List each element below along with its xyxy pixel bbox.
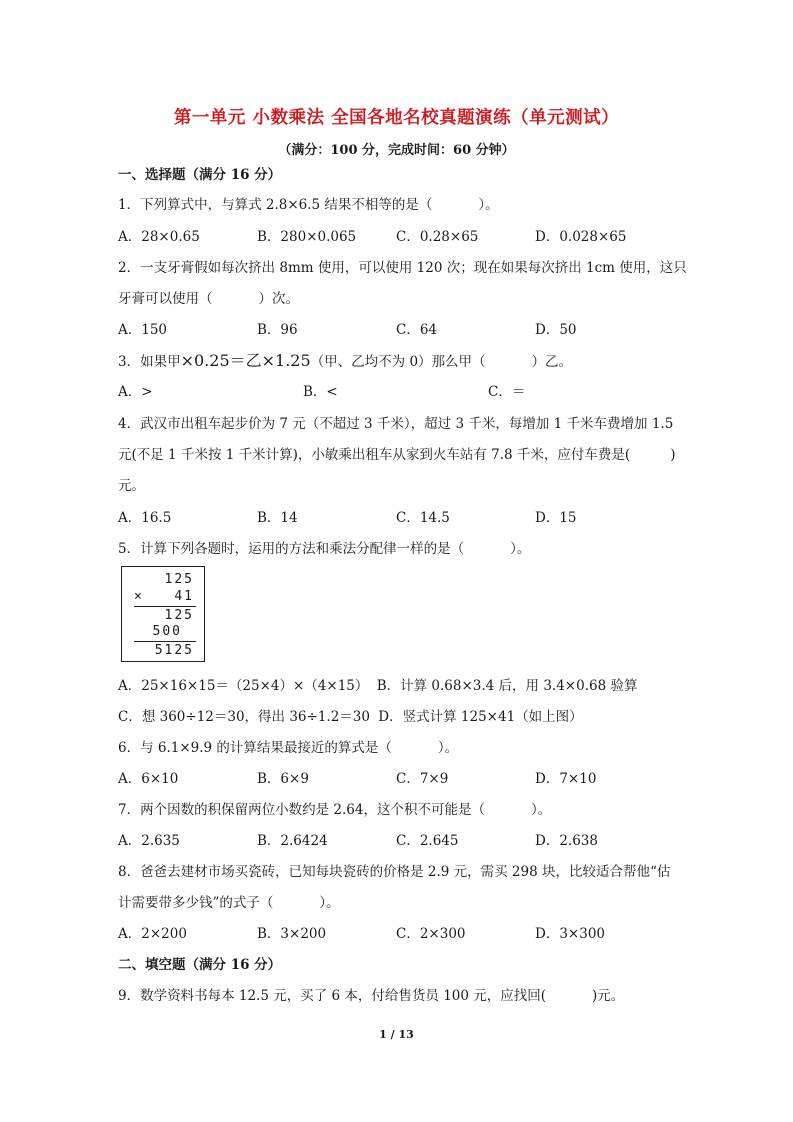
question-9-text-end: )元。 bbox=[592, 988, 625, 1004]
option-a: A．2.635 bbox=[118, 833, 180, 849]
question-4-text-end: ) bbox=[670, 447, 676, 463]
option-d: D．15 bbox=[535, 510, 577, 526]
vertical-multiplication-figure bbox=[121, 566, 205, 662]
section-heading-choice: 一、选择题（满分 16 分） bbox=[118, 167, 282, 183]
question-2-line-1: 2．一支牙膏假如每次挤出 8mm 使用，可以使用 120 次；现在如果每次挤出 1cm 使用，这只 bbox=[118, 260, 687, 276]
question-5-options-cd bbox=[118, 708, 708, 726]
option-a: A．16.5 bbox=[118, 510, 172, 526]
option-d: D．0.028×65 bbox=[535, 229, 627, 245]
question-3-prefix: 3．如果甲 bbox=[118, 354, 181, 370]
option-a: A．> bbox=[118, 384, 153, 400]
question-7-text-end: ）。 bbox=[530, 802, 552, 818]
calc-divider bbox=[134, 641, 196, 642]
question-3-formula: ×0.25＝乙×1.25 bbox=[180, 351, 311, 370]
option-d: D．竖式计算 125×41（如上图） bbox=[378, 709, 583, 725]
question-4-line-1: 4．武汉市出租车起步价为 7 元（不超过 3 千米），超过 3 千米，每增加 1 千米车费增加 1.5 bbox=[118, 416, 674, 432]
question-6-text-end: ）。 bbox=[437, 740, 459, 756]
option-c: C．＝ bbox=[488, 384, 526, 400]
question-2-text-end: ）次。 bbox=[258, 291, 299, 307]
page-subtitle: （满分：100 分，完成时间：60 分钟） bbox=[278, 143, 515, 158]
option-d: D．7×10 bbox=[535, 771, 597, 787]
option-a: A．6×10 bbox=[118, 771, 179, 787]
question-3-suffix-end: ）乙。 bbox=[531, 354, 573, 370]
calc-product: 5125 bbox=[154, 643, 194, 658]
option-b: B．6×9 bbox=[257, 771, 309, 787]
question-5-options-ab bbox=[118, 677, 708, 695]
question-1-text: 1．下列算式中，与算式 2.8×6.5 结果不相等的是（ bbox=[118, 197, 433, 213]
option-c: C．2.645 bbox=[396, 833, 459, 849]
question-8-text-end: ）。 bbox=[319, 895, 340, 911]
question-6-text: 6．与 6.1×9.9 的计算结果最接近的算式是（ bbox=[118, 740, 392, 756]
option-b: B．96 bbox=[257, 322, 298, 338]
question-7-text: 7．两个因数的积保留两位小数约是 2.64，这个积不可能是（ bbox=[118, 802, 485, 818]
question-4-line-3: 元。 bbox=[118, 478, 145, 494]
option-b: B．计算 0.68×3.4 后，用 3.4×0.68 验算 bbox=[376, 678, 638, 694]
option-c: C．64 bbox=[396, 322, 438, 338]
option-b: B．280×0.065 bbox=[257, 229, 357, 245]
question-2-text: 牙膏可以使用（ bbox=[118, 291, 213, 307]
question-4-line-2 bbox=[118, 446, 708, 464]
question-8-text: 计需要带多少钱”的式子（ bbox=[118, 895, 274, 911]
question-6 bbox=[118, 739, 708, 757]
option-b: B．3×200 bbox=[257, 926, 327, 942]
multiply-sign: × bbox=[134, 589, 142, 604]
question-4-text: 元(不足 1 千米按 1 千米计算)，小敏乘出租车从家到火车站有 7.8 千米，应付车费是( bbox=[118, 447, 631, 463]
option-a: A．25×16×15＝（25×4）×（4×15） bbox=[118, 678, 369, 694]
question-8-line-1: 8．爸爸去建材市场买瓷砖，已知每块瓷砖的价格是 2.9 元，需买 298 块，比较适合帮他“估 bbox=[118, 864, 671, 880]
question-5-text: 5．计算下列各题时，运用的方法和乘法分配律一样的是（ bbox=[118, 541, 465, 557]
option-a: A．28×0.65 bbox=[118, 229, 200, 245]
question-8-line-2 bbox=[118, 894, 708, 912]
calc-multiplicand: 125 bbox=[164, 572, 194, 587]
page-title: 第一单元 小数乘法 全国各地名校真题演练（单元测试） bbox=[173, 108, 620, 128]
question-3 bbox=[118, 352, 708, 371]
question-5 bbox=[118, 540, 708, 558]
page-number: 1 / 13 bbox=[379, 1028, 414, 1041]
question-5-text-end: ）。 bbox=[510, 541, 531, 557]
question-9-text: 9．数学资料书每本 12.5 元，买了 6 本，付给售货员 100 元，应找回( bbox=[118, 988, 547, 1004]
question-3-suffix: （甲、乙均不为 0）那么甲（ bbox=[310, 354, 486, 370]
option-c: C．14.5 bbox=[396, 510, 450, 526]
question-1 bbox=[118, 196, 708, 214]
option-c: C．7×9 bbox=[396, 771, 449, 787]
option-b: B．14 bbox=[257, 510, 298, 526]
section-heading-fill: 二、填空题（满分 16 分） bbox=[118, 957, 282, 973]
calc-divider bbox=[134, 606, 196, 607]
question-2-line-2 bbox=[118, 290, 708, 308]
question-9 bbox=[118, 987, 708, 1005]
calc-multiplier: 41 bbox=[174, 589, 194, 604]
option-c: C．0.28×65 bbox=[396, 229, 479, 245]
option-c: C．想 360÷12＝30，得出 36÷1.2＝30 bbox=[118, 709, 370, 725]
option-a: A．2×200 bbox=[118, 926, 187, 942]
option-c: C．2×300 bbox=[396, 926, 466, 942]
question-7 bbox=[118, 801, 708, 819]
option-d: D．3×300 bbox=[535, 926, 605, 942]
option-a: A．150 bbox=[118, 322, 168, 338]
calc-partial-1: 125 bbox=[164, 608, 194, 623]
calc-partial-2: 500 bbox=[152, 624, 182, 639]
option-b: B．< bbox=[303, 384, 338, 400]
option-d: D．2.638 bbox=[535, 833, 598, 849]
option-d: D．50 bbox=[535, 322, 577, 338]
question-1-text-end: ）。 bbox=[478, 197, 499, 213]
option-b: B．2.6424 bbox=[257, 833, 328, 849]
